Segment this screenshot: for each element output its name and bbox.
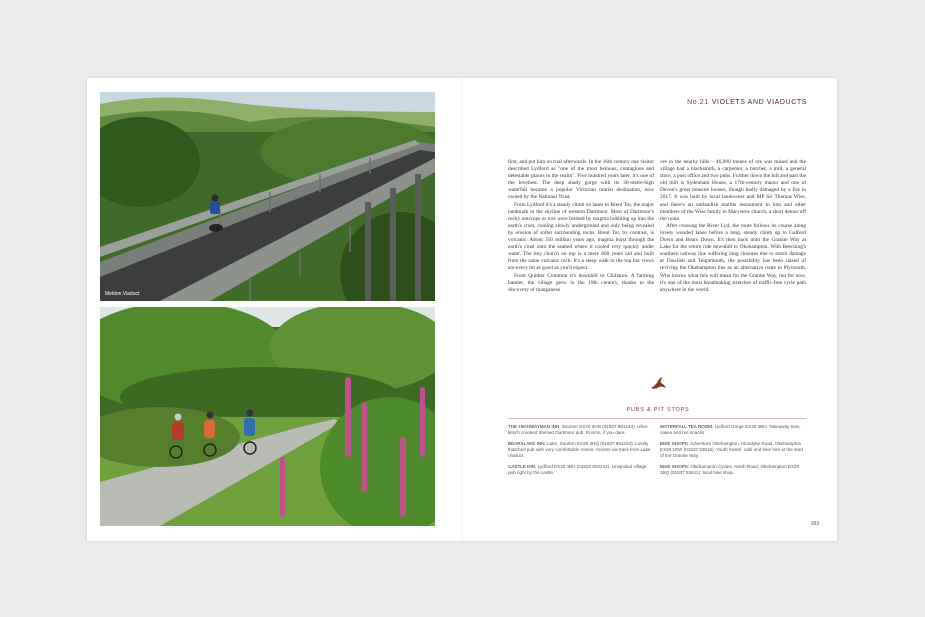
chapter-number: No.21	[687, 99, 709, 106]
pub-name: BIKE SHOPS	[660, 464, 688, 469]
pubs-heading: PUBS & PIT STOPS	[626, 407, 690, 413]
chapter-title: VIOLETS AND VIADUCTS	[711, 99, 807, 106]
book-gutter	[461, 78, 463, 541]
pub-details: , Lydford Gorge EX20 4BH. Takeaway teas, cakes and hot snacks.	[660, 424, 801, 435]
photo-caption: Meldon Viaduct	[105, 291, 140, 297]
pub-entry	[660, 464, 806, 476]
foxglove-path-photo	[100, 307, 435, 526]
paragraph: first, and put him on trial afterwards. In the 16th century one visitor described Lydford as "one of the most heinous, contagious and detestable places in the realm". Five hundred years later, it's one of the loveliest. The deep shady gorge with its 30-metre-high waterfall became a popular Victorian tourist destination, now owned by the National Trust.	[508, 159, 654, 201]
divider	[508, 418, 807, 419]
pubs-column-right	[660, 424, 806, 481]
book-spread	[87, 78, 837, 541]
text-column-2	[660, 159, 806, 294]
pub-details: : Adventure Okehampton, Klondyke Road, Okehampton EX20 1EW (01837 53916). Youth hostel, café and bike hire at the start of the Granite Way.	[660, 441, 804, 458]
pub-details: , Sourton EX20 4HN (01837 861243). Ultra-kitsch crooked themed Dartmoor pub. Rooms, if you dare.	[508, 424, 649, 435]
pub-details: , Lydford EX20 4BH (01822 820242). Unspoiled village pub right by the castle.	[508, 464, 647, 475]
pubs-column-left	[508, 424, 654, 481]
pub-name: BIKE SHOPS	[660, 441, 688, 446]
paragraph: From Lydford it's a steady climb on lanes to Brent Tor, the major landmark in the skyline of western Dartmoor. Most of Dartmoor's rocky outcrops or tors were formed by magma bubbling up into the earth's crust, cooling slowly underground and only being revealed by erosion of softer surrounding rocks. Brent Tor, by contrast, is volcanic. About 350 million years ago, magma burst through the earth's crust onto the seabed where it cooled very quickly under water. The tiny church on top is a mere 800 years old and built from the same volcanic rock. It's a steep walk to the top but views are every bit as good as you'd expect.	[508, 201, 654, 272]
pub-details: : Okehampton Cycles, North Road, Okehampton EX20 1BQ (01837 53811): local bike shop.	[660, 464, 800, 475]
paragraph: ore in the nearby hills – 46,000 tonnes of ore was mined and the village had a blacksmith, a carpenter, a butcher, a mill, a general store, a post office and two pubs. Further down the hill and past the old mill is Sydenham House, a 17th-century manor and one of Devon's great treasure houses, though badly damaged by a fire in 2017. It was built by local landowner and MP Sir Thomas Wise, and there's an outlandish marble monument to him and other members of the Wise family in Marystow church, a short detour off the route.	[660, 159, 806, 222]
page-number: 183	[810, 521, 819, 527]
pub-details: , Lake, Sourton EX20 4HQ (01837 861334). Lovely thatched pub with very comfortable rooms. Access via track from Lake Viaduct.	[508, 441, 651, 458]
viaduct-photo	[100, 92, 435, 301]
paragraph: From Quither Common it's downhill to Chillaton. A farming hamlet, the village grew in the 19th century, thanks to the discovery of manganese	[508, 272, 654, 293]
pub-entry	[660, 424, 806, 436]
paragraph: After crossing the River Lyd, the route follows its course along lovely wooded lanes before a long, steady climb up to Galford Down and Bears Down. It's then back onto the Granite Way at Lake for the return ride downhill to Okehampton. With Beeching's southern railway line suffering long closures due to storm damage at Dawlish and Teignmouth, the possibility has been raised of reviving the Okehampton line as an alternative route to Plymouth. Who knows what this will mean for the Granite Way, but for now, it's one of the most breathtaking stretches of traffic-free cycle path anywhere in the world.	[660, 222, 806, 293]
pub-entry	[660, 441, 806, 459]
pub-entry	[508, 464, 654, 476]
pub-name: BEARSLAKE INN	[508, 441, 545, 446]
pub-entry	[508, 441, 654, 459]
pub-name: THE HIGHWAYMAN INN	[508, 424, 560, 429]
pub-entry	[508, 424, 654, 436]
text-column-1	[508, 159, 654, 294]
pub-name: WATERFALL TEA ROOM	[660, 424, 713, 429]
running-header	[687, 99, 807, 106]
swallow-icon	[649, 376, 667, 392]
pub-name: CASTLE INN	[508, 464, 536, 469]
